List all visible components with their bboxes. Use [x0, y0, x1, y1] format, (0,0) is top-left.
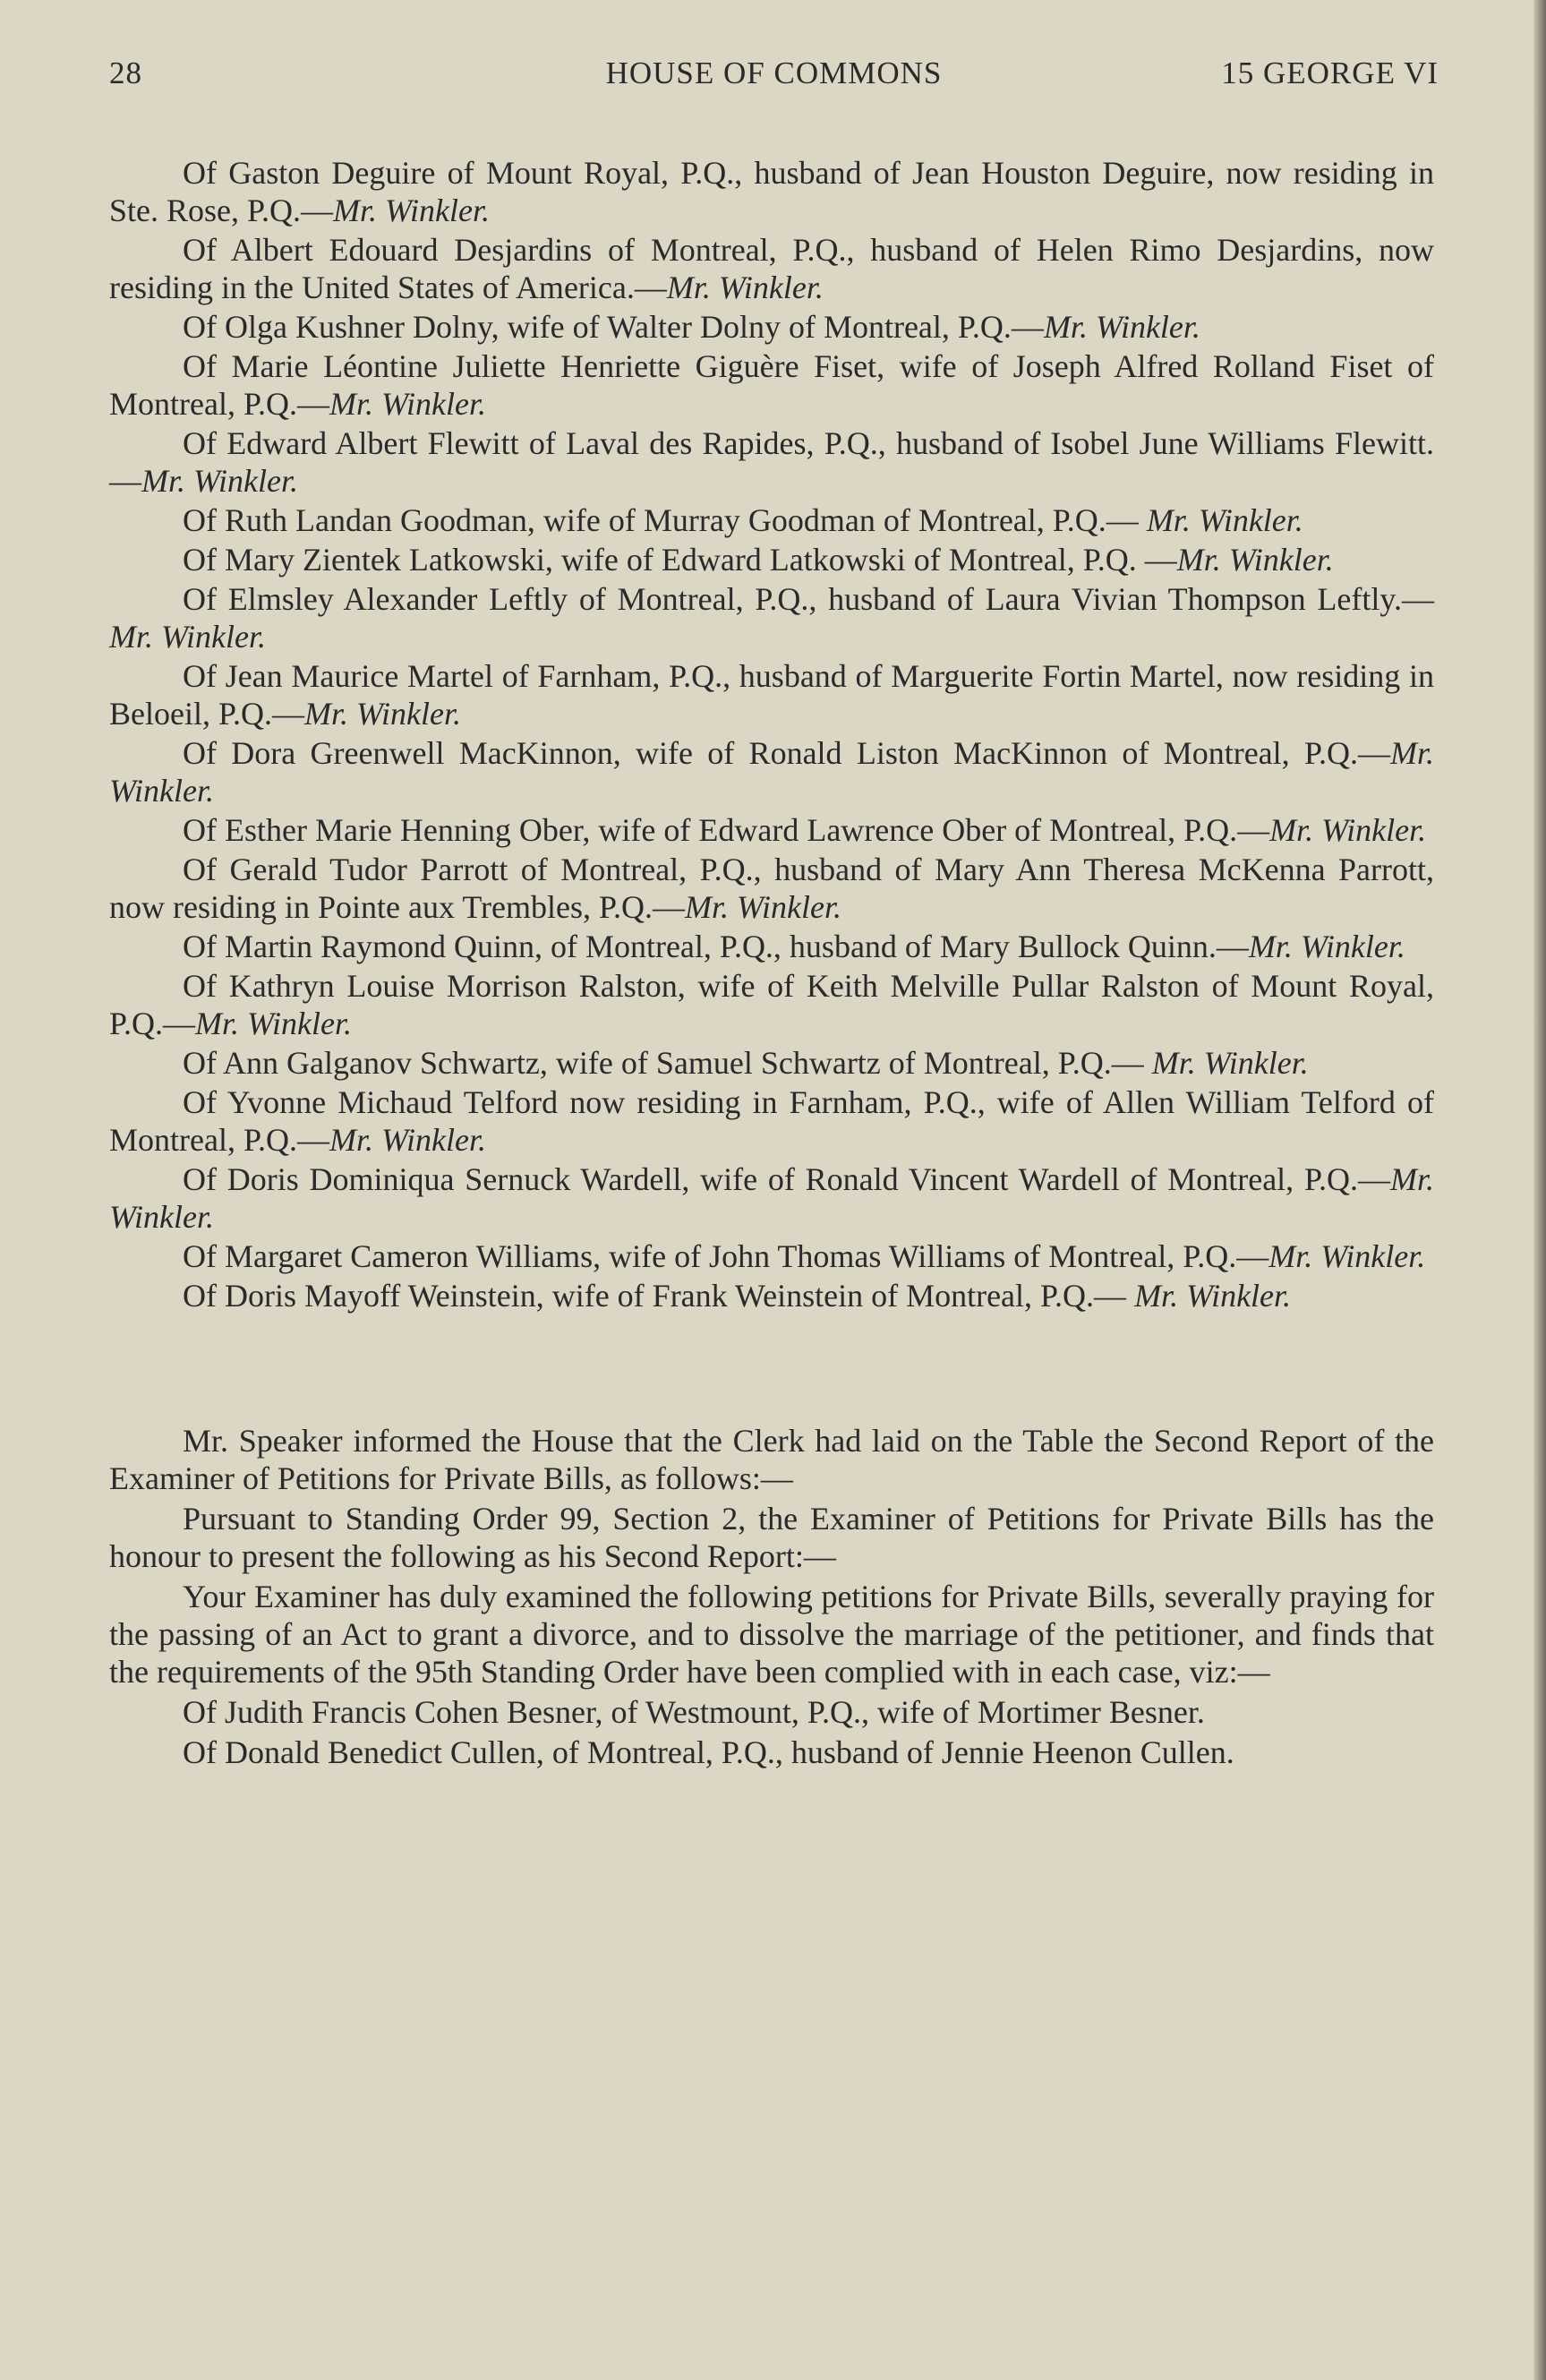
petition-entry: Of Kathryn Louise Morrison Ralston, wife of Keith Melville Pullar Ralston of Mount Royal, P.Q.—Mr. Winkler. — [109, 968, 1434, 1041]
petition-entry: Of Doris Mayoff Weinstein, wife of Frank Weinstein of Montreal, P.Q.— Mr. Winkler. — [183, 1278, 1292, 1314]
petition-entry: Of Edward Albert Flewitt of Laval des Rapides, P.Q., husband of Isobel June Williams Flewitt.—Mr. Winkler. — [109, 425, 1434, 499]
petition-entry: Of Marie Léontine Juliette Henriette Giguère Fiset, wife of Joseph Alfred Rolland Fiset of Montreal, P.Q.—Mr. Winkler. — [109, 348, 1434, 422]
section-spacer — [109, 1316, 1434, 1422]
petition-entry: Of Martin Raymond Quinn, of Montreal, P.Q., husband of Mary Bullock Quinn.—Mr. Winkler. — [183, 929, 1405, 964]
page-number: 28 — [109, 56, 142, 90]
petition-entry: Of Albert Edouard Desjardins of Montreal, P.Q., husband of Helen Rimo Desjardins, now residing in the United States of America.—Mr. Winkler. — [109, 232, 1434, 305]
petition-entry: Of Yvonne Michaud Telford now residing in Farnham, P.Q., wife of Allen William Telford of Montreal, P.Q.—Mr. Winkler. — [109, 1084, 1434, 1158]
header-title: HOUSE OF COMMONS — [605, 56, 943, 90]
examiner-report — [109, 1422, 1434, 1771]
speaker-announcement: Mr. Speaker informed the House that the Clerk had laid on the Table the Second Report of the Examiner of Petitions for Private Bills, as follows:— — [109, 1423, 1434, 1496]
page-body — [109, 154, 1434, 1774]
petition-entry: Of Esther Marie Henning Ober, wife of Edward Lawrence Ober of Montreal, P.Q.—Mr. Winkler. — [183, 812, 1427, 848]
report-item: Of Judith Francis Cohen Besner, of Westmount, P.Q., wife of Mortimer Besner. — [183, 1694, 1205, 1730]
page-edge-shadow — [1533, 0, 1546, 2380]
petition-entry: Of Doris Dominiqua Sernuck Wardell, wife of Ronald Vincent Wardell of Montreal, P.Q.—Mr. Winkler. — [109, 1161, 1434, 1235]
petition-entry: Of Ann Galganov Schwartz, wife of Samuel Schwartz of Montreal, P.Q.— Mr. Winkler. — [183, 1045, 1309, 1081]
report-item: Of Donald Benedict Cullen, of Montreal, P.Q., husband of Jennie Heenon Cullen. — [183, 1734, 1234, 1770]
standing-order-paragraph: Pursuant to Standing Order 99, Section 2, the Examiner of Petitions for Private Bills has the honour to present the following as his Second Report:— — [109, 1501, 1434, 1574]
examination-paragraph: Your Examiner has duly examined the following petitions for Private Bills, severally praying for the passing of an Act to grant a divorce, and to dissolve the marriage of the petitioner, and finds that the requirements of the 95th Standing Order have been complied with in each case, viz:— — [109, 1579, 1434, 1690]
running-header — [109, 56, 1439, 100]
petition-entry: Of Dora Greenwell MacKinnon, wife of Ronald Liston MacKinnon of Montreal, P.Q.—Mr. Winkler. — [109, 735, 1434, 809]
petition-entry: Of Olga Kushner Dolny, wife of Walter Dolny of Montreal, P.Q.—Mr. Winkler. — [183, 309, 1200, 345]
petition-list — [109, 154, 1434, 1314]
petition-entry: Of Margaret Cameron Williams, wife of John Thomas Williams of Montreal, P.Q.—Mr. Winkler. — [183, 1238, 1426, 1274]
petition-entry: Of Gerald Tudor Parrott of Montreal, P.Q., husband of Mary Ann Theresa McKenna Parrott, now residing in Pointe aux Trembles, P.Q.—Mr. Winkler. — [109, 852, 1434, 925]
petition-entry: Of Elmsley Alexander Leftly of Montreal, P.Q., husband of Laura Vivian Thompson Leftly.—Mr. Winkler. — [109, 581, 1434, 655]
petition-entry: Of Ruth Landan Goodman, wife of Murray Goodman of Montreal, P.Q.— Mr. Winkler. — [183, 502, 1303, 538]
petition-entry: Of Jean Maurice Martel of Farnham, P.Q., husband of Marguerite Fortin Martel, now residing in Beloeil, P.Q.—Mr. Winkler. — [109, 658, 1434, 732]
petition-entry: Of Mary Zientek Latkowski, wife of Edward Latkowski of Montreal, P.Q. —Mr. Winkler. — [183, 542, 1334, 578]
header-session: 15 GEORGE VI — [1221, 56, 1439, 90]
petition-entry: Of Gaston Deguire of Mount Royal, P.Q., husband of Jean Houston Deguire, now residing in Ste. Rose, P.Q.—Mr. Winkler. — [109, 155, 1434, 228]
